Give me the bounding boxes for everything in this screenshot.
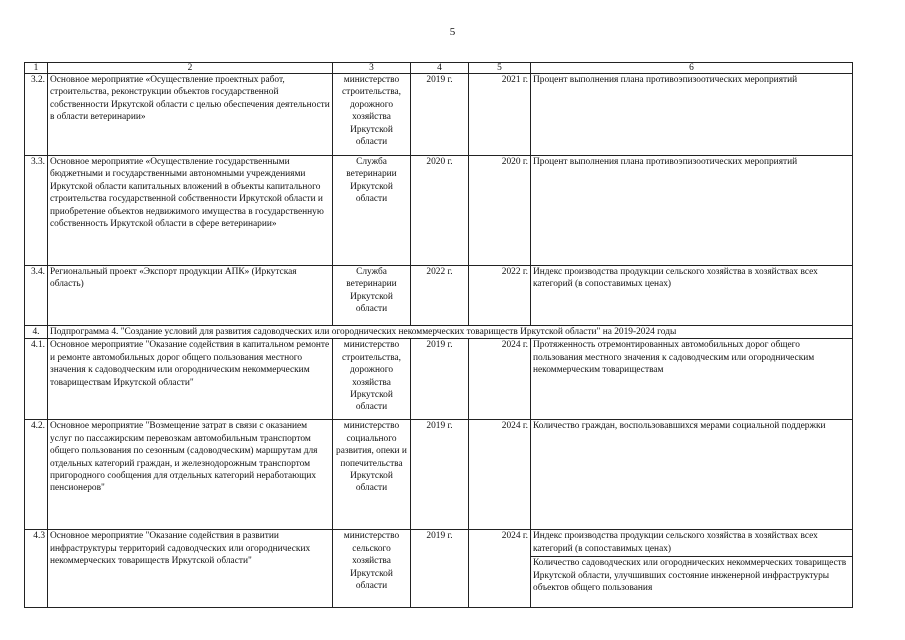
- measure-name: Региональный проект «Экспорт продукции АПК» (Иркутская область): [48, 266, 333, 326]
- table-row: [25, 339, 853, 420]
- end-year: 2024 г.: [469, 420, 531, 530]
- row-number: 4.1.: [25, 339, 48, 420]
- header-cell: 3: [333, 63, 411, 74]
- measure-name: Основное мероприятие "Возмещение затрат в связи с оказанием услуг по пассажирским перевозкам автомобильным транспортом общего пользования по сезонным (садоводческим) маршрутам для отдельных категорий граждан, и железнодорожным транспортом пригородного сообщения для отдельных категорий неработающих пенсионеров": [48, 420, 333, 530]
- executor: министерство строительства, дорожного хозяйства Иркутской области: [333, 74, 411, 156]
- end-year: 2021 г.: [469, 74, 531, 156]
- header-cell: 5: [469, 63, 531, 74]
- start-year: 2019 г.: [411, 74, 469, 156]
- table-row: [25, 420, 853, 530]
- end-year: 2022 г.: [469, 266, 531, 326]
- row-number: 3.3.: [25, 156, 48, 266]
- subprogram-title: Подпрограмма 4. "Создание условий для развития садоводческих или огороднических некоммерческих товариществ Иркутской области" на 2019-2024 годы: [48, 326, 853, 339]
- indicator: Процент выполнения плана противоэпизоотических мероприятий: [531, 74, 853, 156]
- table-row: [25, 74, 853, 156]
- executor: министерство строительства, дорожного хозяйства Иркутской области: [333, 339, 411, 420]
- indicator: Количество садоводческих или огороднических некоммерческих товариществ Иркутской области, улучшивших состояние инженерной инфраструктуры объектов общего пользования: [531, 556, 852, 594]
- table-header-row: [25, 63, 853, 74]
- end-year: 2020 г.: [469, 156, 531, 266]
- executor: министерство сельского хозяйства Иркутской области: [333, 530, 411, 608]
- start-year: 2019 г.: [411, 339, 469, 420]
- row-number: 4.3: [25, 530, 48, 608]
- executor: Служба ветеринарии Иркутской области: [333, 266, 411, 326]
- indicator: Процент выполнения плана противоэпизоотических мероприятий: [531, 156, 853, 266]
- indicator: Индекс производства продукции сельского хозяйства в хозяйствах всех категорий (в сопоставимых ценах): [533, 531, 818, 554]
- indicator: Количество граждан, воспользовавшихся мерами социальной поддержки: [531, 420, 853, 530]
- table-row: [25, 156, 853, 266]
- measure-name: Основное мероприятие "Оказание содействия в развитии инфраструктуры территорий садоводческих или огороднических некоммерческих товариществ Иркутской области": [48, 530, 333, 608]
- executor: министерство социального развития, опеки и попечительства Иркутской области: [333, 420, 411, 530]
- start-year: 2022 г.: [411, 266, 469, 326]
- end-year: 2024 г.: [469, 530, 531, 608]
- row-number: 4.2.: [25, 420, 48, 530]
- start-year: 2020 г.: [411, 156, 469, 266]
- indicator: Протяженность отремонтированных автомобильных дорог общего пользования местного значения к садоводческим или огородническим некоммерческим товариществам: [531, 339, 853, 420]
- table-row: [25, 266, 853, 326]
- measure-name: Основное мероприятие "Оказание содействия в капитальном ремонте и ремонте автомобильных дорог общего пользования местного значения к садоводческим или огородническим некоммерческим товариществам Иркутской области": [48, 339, 333, 420]
- subprogram-number: 4.: [25, 326, 48, 339]
- indicator: Индекс производства продукции сельского хозяйства в хозяйствах всех категорий (в сопоставимых ценах): [531, 266, 853, 326]
- header-cell: 1: [25, 63, 48, 74]
- start-year: 2019 г.: [411, 420, 469, 530]
- row-number: 3.4.: [25, 266, 48, 326]
- executor: Служба ветеринарии Иркутской области: [333, 156, 411, 266]
- row-number: 3.2.: [25, 74, 48, 156]
- measure-name: Основное мероприятие «Осуществление государственными бюджетными и государственными автономными учреждениями Иркутской области капитальных вложений в объекты капитального строительства государственной собственности Иркутской области и приобретение объектов недвижимого имущества в государственную собственность Иркутской области в сфере ветеринарии»: [48, 156, 333, 266]
- header-cell: 6: [531, 63, 853, 74]
- start-year: 2019 г.: [411, 530, 469, 608]
- header-cell: 2: [48, 63, 333, 74]
- measure-name: Основное мероприятие «Осуществление проектных работ, строительства, реконструкции объектов государственной собственности Иркутской области с целью обеспечения деятельности в области ветеринарии»: [48, 74, 333, 156]
- header-cell: 4: [411, 63, 469, 74]
- indicator-cell: [531, 530, 853, 608]
- table-row: [25, 530, 853, 608]
- measures-table: [24, 62, 853, 608]
- end-year: 2024 г.: [469, 339, 531, 420]
- subprogram-row: [25, 326, 853, 339]
- page-number: 5: [449, 26, 456, 38]
